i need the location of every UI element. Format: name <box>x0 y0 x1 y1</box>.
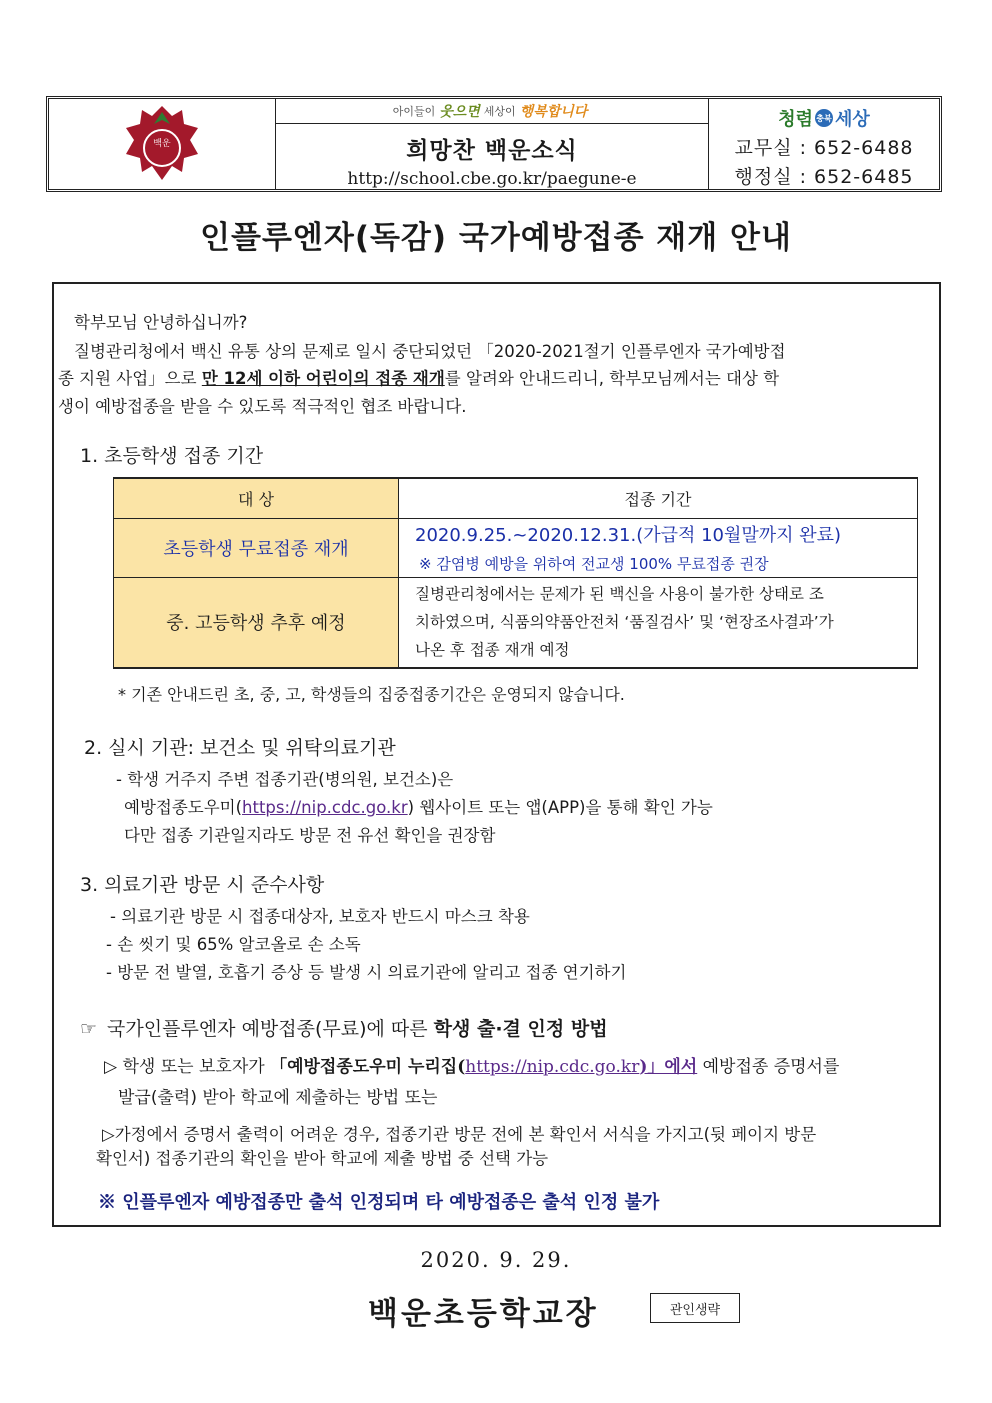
section2-line1: - 학생 거주지 주변 접종기관(병의원, 보건소)은 <box>116 770 454 789</box>
phone-staff: 교무실 : 652-6488 <box>734 137 914 159</box>
section2-line3: 다만 접종 기관일지라도 방문 전 유선 확인을 권장함 <box>124 826 496 845</box>
intro-line1: 질병관리청에서 백신 유통 상의 문제로 일시 중단되었던 「2020-2021절기 인플루엔자 국가예방접 <box>74 342 786 361</box>
b1-a: ▷ 학생 또는 보호자가 <box>104 1057 271 1077</box>
attendance-notice: ※ 인플루엔자 예방접종만 출석 인정되며 타 예방접종은 출석 인정 불가 <box>98 1192 660 1213</box>
section2-line2-a: 예방접종도우미( <box>124 798 243 817</box>
section3-item1: - 의료기관 방문 시 접종대상자, 보호자 반드시 마스크 착용 <box>110 907 530 926</box>
contact-info <box>709 99 939 189</box>
slogan <box>276 99 708 124</box>
slogan-part2: 웃으면 <box>439 104 480 120</box>
attendance-heading-b: 학생 출·결 인정 방법 <box>433 1018 608 1040</box>
nip-link-2[interactable]: https://nip.cdc.go.kr <box>465 1057 640 1077</box>
row2-line2: 치하였으며, 식품의약품안전처 ‘품질검사’ 및 ‘현장조사결과’가 <box>415 613 834 632</box>
row1-target: 초등학생 무료접종 재개 <box>114 518 399 577</box>
intro-line2 <box>58 365 779 389</box>
b1-c: )」에서 <box>639 1057 698 1077</box>
section3-item2: - 손 씻기 및 65% 알코올로 손 소독 <box>106 935 361 954</box>
school-url[interactable]: http://school.cbe.go.kr/paegune-e <box>347 169 637 189</box>
intro-line3: 생이 예방접종을 받을 수 있도록 적극적인 협조 바랍니다. <box>58 397 467 416</box>
attendance-b1-line1 <box>104 1052 839 1077</box>
b1-d: 예방접종 증명서를 <box>697 1057 840 1077</box>
row2-target: 중. 고등학생 추후 예정 <box>114 577 399 668</box>
seal-omitted-box: 관인생략 <box>650 1293 740 1323</box>
newsletter-header <box>46 96 942 192</box>
slogan-part4: 행복합니다 <box>519 104 588 120</box>
brand-right: 세상 <box>835 109 870 130</box>
row2-line3: 나온 후 접종 재개 예정 <box>415 641 570 660</box>
issue-date: 2020. 9. 29. <box>420 1248 572 1272</box>
vaccination-table <box>113 477 918 669</box>
section2-line2 <box>124 794 713 818</box>
section3-item3: - 방문 전 발열, 호흡기 증상 등 발생 시 의료기관에 알리고 접종 연기하기 <box>106 963 627 982</box>
section1-footnote: * 기존 안내드린 초, 중, 고, 학생들의 집중접종기간은 운영되지 않습니다. <box>118 685 625 704</box>
row2-line1: 질병관리청에서는 문제가 된 백신을 사용이 불가한 상태로 조 <box>415 585 824 604</box>
attendance-b2-line1: ▷가정에서 증명서 출력이 어려운 경우, 접종기관 방문 전에 본 확인서 서식을 가지고(뒷 페이지 방문 <box>102 1125 817 1144</box>
pointing-hand-icon: ☞ <box>80 1018 98 1040</box>
greeting: 학부모님 안녕하십니까? <box>74 313 248 332</box>
intro-highlight: 만 12세 이하 어린이의 접종 재개 <box>201 369 445 388</box>
attendance-b2-line2: 확인서) 접종기관의 확인을 받아 학교에 제출 방법 중 선택 가능 <box>96 1149 549 1168</box>
section3-heading: 3. 의료기관 방문 시 준수사항 <box>80 874 325 896</box>
row2-period-cell <box>399 577 918 668</box>
newsletter-title: 희망찬 백운소식 <box>406 138 578 164</box>
intro-line2-c: 를 알려와 안내드리니, 학부모님께서는 대상 학 <box>444 369 780 388</box>
col-period: 접종 기간 <box>399 478 918 518</box>
row1-note: ※ 감염병 예방을 위하여 전교생 100% 무료접종 권장 <box>419 555 769 573</box>
table-header-row <box>114 478 918 518</box>
slogan-part1: 아이들이 <box>392 105 436 118</box>
slogan-part3: 세상이 <box>483 105 516 118</box>
brand-logo <box>778 105 870 131</box>
emblem-text: 백운 <box>153 139 171 149</box>
table-row <box>114 518 918 577</box>
principal-name: 백운초등학교장 <box>368 1296 599 1332</box>
attendance-heading-a: 국가인플루엔자 예방접종(무료)에 따른 <box>107 1018 434 1040</box>
brand-left: 청렴 <box>778 109 813 130</box>
row1-period-cell <box>399 518 918 577</box>
brand-circle-icon: 충북 <box>815 109 833 127</box>
phone-admin: 행정실 : 652-6485 <box>734 166 914 188</box>
nip-link[interactable]: https://nip.cdc.go.kr <box>242 798 408 817</box>
school-emblem-cell <box>49 99 276 189</box>
b1-b: 「예방접종도우미 누리집( <box>270 1057 466 1077</box>
section2-line2-b: ) 웹사이트 또는 앱(APP)을 통해 확인 가능 <box>407 798 713 817</box>
page-title: 인플루엔자(독감) 국가예방접종 재개 안내 <box>200 220 792 256</box>
section1-heading: 1. 초등학생 접종 기간 <box>80 445 264 467</box>
school-emblem-icon <box>120 102 204 186</box>
intro-line2-a: 종 지원 사업」으로 <box>58 369 202 388</box>
attendance-heading <box>80 1014 608 1041</box>
attendance-b1-line2: 발급(출력) 받아 학교에 제출하는 방법 또는 <box>118 1088 438 1108</box>
newsletter-info <box>276 99 709 189</box>
table-row <box>114 577 918 668</box>
row1-period: 2020.9.25.~2020.12.31.(가급적 10월말까지 완료) <box>415 525 842 546</box>
col-target: 대 상 <box>114 478 399 518</box>
section2-heading: 2. 실시 기관: 보건소 및 위탁의료기관 <box>84 737 396 759</box>
